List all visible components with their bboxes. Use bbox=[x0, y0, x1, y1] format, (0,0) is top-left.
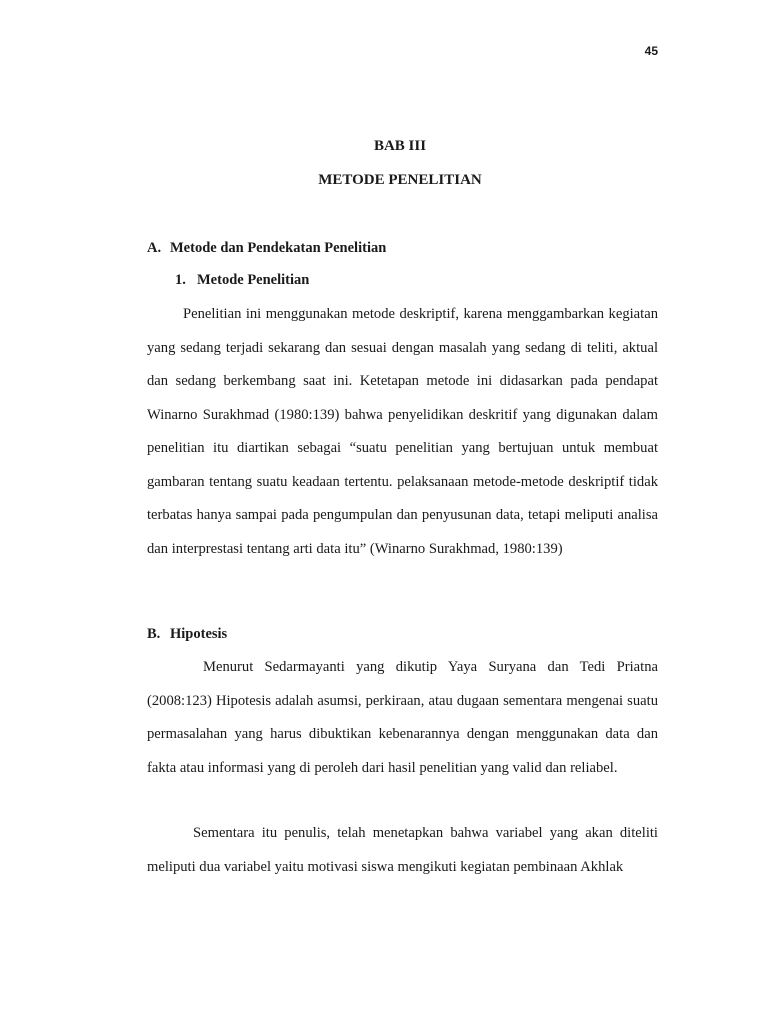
page-number: 45 bbox=[644, 44, 658, 58]
chapter-number: BAB III bbox=[373, 138, 427, 154]
paragraph-hipotesis: Menurut Sedarmayanti yang dikutip Yaya Suryana dan Tedi Priatna (2008:123) Hipotesis adalah asumsi, perkiraan, atau dugaan sementara mengenai suatu permasalahan yang harus dibuktikan kebenarannya dengan menggunakan data dan fakta atau informasi yang di peroleh dari hasil penelitian yang valid dan reliabel. bbox=[147, 659, 658, 776]
section-heading-a bbox=[147, 240, 386, 257]
section-title-b: Hipotesis bbox=[170, 626, 228, 642]
section-title-a: Metode dan Pendekatan Penelitian bbox=[170, 240, 387, 256]
subsection-heading-1 bbox=[175, 272, 309, 289]
subsection-title-1: Metode Penelitian bbox=[197, 272, 310, 288]
section-heading-b bbox=[147, 626, 227, 643]
chapter-title: METODE PENELITIAN bbox=[318, 172, 482, 188]
section-marker-a: A. bbox=[147, 240, 162, 256]
section-marker-b: B. bbox=[147, 626, 161, 642]
subsection-marker-1: 1. bbox=[175, 272, 186, 288]
paragraph-variabel: Sementara itu penulis, telah menetapkan bahwa variabel yang akan diteliti meliputi dua variabel yaitu motivasi siswa mengikuti kegiatan pembinaan Akhlak bbox=[147, 825, 658, 875]
paragraph-metode: Penelitian ini menggunakan metode deskriptif, karena menggambarkan kegiatan yang sedang terjadi sekarang dan sesuai dengan masalah yang sedang di teliti, aktual dan sedang berkembang saat ini. Ketetapan metode ini didasarkan pada pendapat Winarno Surakhmad (1980:139) bahwa penyelidikan deskritif yang digunakan dalam penelitian itu diartikan sebagai “suatu penelitian yang bertujuan untuk membuat gambaran tentang suatu keadaan tertentu. pelaksanaan metode-metode deskriptif tidak terbatas hanya sampai pada pengumpulan dan penyusunan data, tetapi meliputi analisa dan interprestasi tentang arti data itu” (Winarno Surakhmad, 1980:139) bbox=[147, 306, 658, 557]
